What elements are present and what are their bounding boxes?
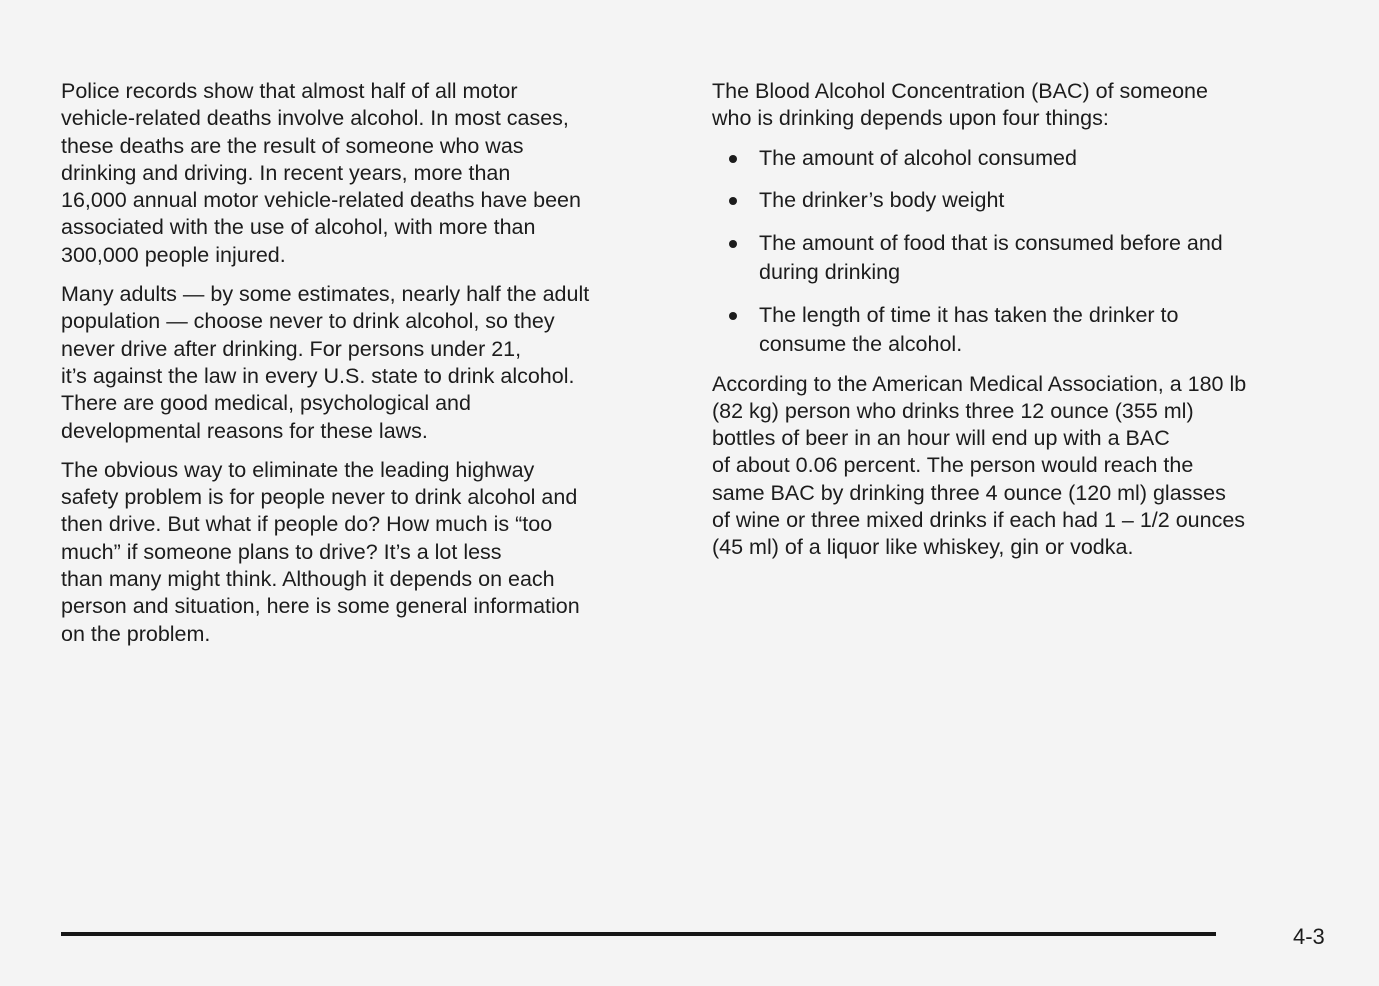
list-item [712,144,1342,174]
footer-rule [61,932,1216,936]
paragraph-bac-intro [712,78,1342,133]
text-line: Many adults — by some estimates, nearly half the adult [61,282,590,307]
paragraph-adults-abstain [61,281,671,445]
right-column [712,78,1342,562]
paragraph-how-much-is-too-much [61,457,671,648]
paragraph-ama-example [712,371,1342,562]
text-line: never drive after drinking. For persons under 21, [61,336,522,361]
text-line: 300,000 people injured. [61,242,286,267]
bullet-icon [729,197,737,205]
list-item [712,301,1342,360]
text-line: person and situation, here is some general information [61,594,580,619]
text-line: drinking and driving. In recent years, more than [61,160,511,185]
text-line: The Blood Alcohol Concentration (BAC) of someone [712,79,1208,103]
text-line: safety problem is for people never to drink alcohol and [61,485,578,510]
left-column [61,78,671,648]
bullet-icon [729,312,737,320]
text-line: There are good medical, psychological and [61,391,471,416]
text-line: The obvious way to eliminate the leading highway [61,457,535,482]
text-line: associated with the use of alcohol, with more than [61,215,536,240]
text-line: same BAC by drinking three 4 ounce (120 ml) glasses [712,480,1226,505]
text-line: then drive. But what if people do? How much is “too [61,512,553,537]
text-line: during drinking [759,260,901,285]
text-line: these deaths are the result of someone who was [61,133,524,158]
bullet-icon [729,155,737,163]
text-line: vehicle-related deaths involve alcohol. In most cases, [61,106,569,131]
text-line: The drinker’s body weight [759,188,1005,213]
paragraph-alcohol-deaths [61,78,671,269]
text-line: (45 ml) of a liquor like whiskey, gin or vodka. [712,535,1134,560]
text-line: The amount of alcohol consumed [759,145,1077,170]
text-line: 16,000 annual motor vehicle-related deaths have been [61,188,581,213]
text-line: than many might think. Although it depends on each [61,567,555,592]
text-line: developmental reasons for these laws. [61,418,428,443]
text-line: of about 0.06 percent. The person would reach the [712,453,1194,478]
text-line: population — choose never to drink alcohol, so they [61,309,555,334]
text-line: it’s against the law in every U.S. state to drink alcohol. [61,363,575,388]
text-line: (82 kg) person who drinks three 12 ounce (355 ml) [712,398,1194,423]
text-line: consume the alcohol. [759,332,963,357]
text-line: of wine or three mixed drinks if each had 1 – 1/2 ounces [712,508,1246,533]
bullet-icon [729,240,737,248]
text-line: Police records show that almost half of all motor [61,79,518,103]
text-line: According to the American Medical Association, a 180 lb [712,371,1247,396]
text-line: The length of time it has taken the drinker to [759,302,1179,327]
page-number: 4-3 [1293,924,1325,949]
text-line: on the problem. [61,621,211,646]
list-item [712,229,1342,288]
bac-factors-list [712,144,1342,360]
list-item [712,186,1342,216]
text-line: bottles of beer in an hour will end up with a BAC [712,426,1170,451]
text-line: who is drinking depends upon four things: [712,106,1109,131]
text-line: The amount of food that is consumed before and [759,230,1223,255]
text-line: much” if someone plans to drive? It’s a lot less [61,539,502,564]
